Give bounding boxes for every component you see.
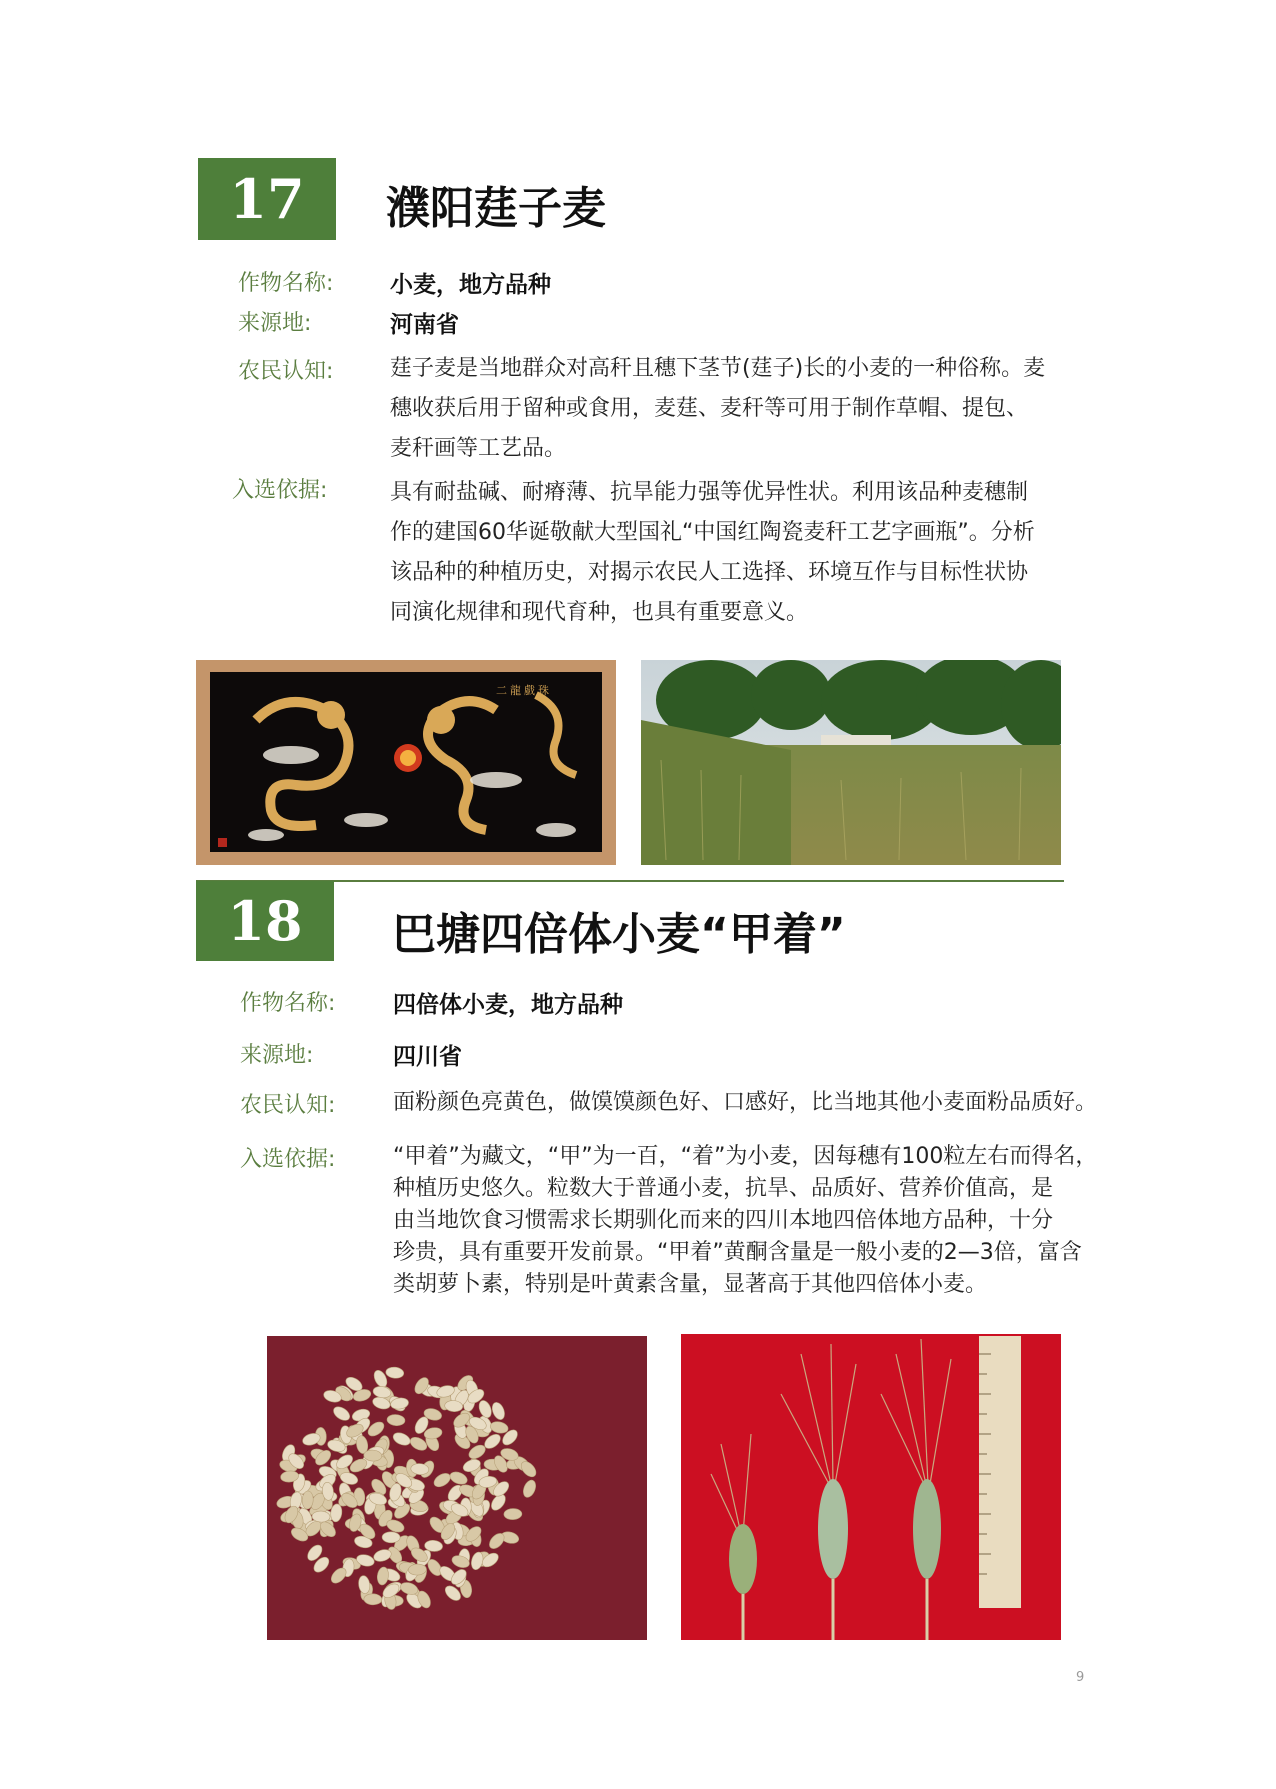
farmer-knowledge-label: 农民认知: (238, 359, 334, 384)
origin-value: 四川省 (393, 1044, 462, 1070)
crop-name-label: 作物名称: (238, 271, 334, 296)
text-line: 种植历史悠久。粒数大于普通小麦，抗旱、品质好、营养价值高，是 (393, 1176, 1054, 1201)
origin-label: 来源地: (240, 1043, 314, 1068)
crop-name-value: 小麦，地方品种 (390, 272, 551, 298)
entry-title: 濮阳莛子麦 (386, 183, 606, 234)
selection-basis-label: 入选依据: (240, 1147, 336, 1172)
wheat-ears-photo (681, 1334, 1061, 1640)
wheat-field-photo (641, 660, 1061, 865)
text-line: 穗收获后用于留种或食用，麦莛、麦秆等可用于制作草帽、提包、 (390, 396, 1029, 421)
selection-basis-text (390, 473, 1070, 633)
entry-number-badge: 17 (198, 158, 336, 240)
selection-basis-text (393, 1141, 1113, 1301)
text-line: 同演化规律和现代育种，也具有重要意义。 (390, 600, 809, 625)
crop-name-value: 四倍体小麦，地方品种 (393, 992, 623, 1018)
text-line: 面粉颜色亮黄色，做馍馍颜色好、口感好，比当地其他小麦面粉品质好。 (393, 1090, 1098, 1115)
selection-basis-label: 入选依据: (232, 478, 328, 503)
straw-dragon-artwork-photo (196, 660, 616, 865)
page-number: 9 (1076, 1670, 1085, 1685)
text-line: “甲着”为藏文，“甲”为一百，“着”为小麦，因每穗有100粒左右而得名， (393, 1144, 1098, 1169)
text-line: 珍贵，具有重要开发前景。“甲着”黄酮含量是一般小麦的2—3倍，富含 (393, 1240, 1082, 1265)
text-line: 作的建国60华诞敬献大型国礼“中国红陶瓷麦秆工艺字画瓶”。分析 (390, 520, 1035, 545)
farmer-knowledge-text (390, 349, 1070, 469)
text-line: 莛子麦是当地群众对高秆且穗下茎节(莛子)长的小麦的一种俗称。麦 (390, 356, 1046, 381)
wheat-grains-photo (267, 1336, 647, 1640)
origin-label: 来源地: (238, 311, 312, 336)
text-line: 类胡萝卜素，特别是叶黄素含量，显著高于其他四倍体小麦。 (393, 1272, 988, 1297)
entry-title: 巴塘四倍体小麦“甲着” (392, 909, 846, 960)
crop-name-label: 作物名称: (240, 991, 336, 1016)
text-line: 麦秆画等工艺品。 (390, 436, 567, 461)
farmer-knowledge-label: 农民认知: (240, 1093, 336, 1118)
entry-number-badge: 18 (196, 881, 334, 961)
origin-value: 河南省 (390, 312, 459, 338)
text-line: 由当地饮食习惯需求长期驯化而来的四川本地四倍体地方品种，十分 (393, 1208, 1054, 1233)
farmer-knowledge-text (393, 1083, 1113, 1123)
text-line: 具有耐盐碱、耐瘠薄、抗旱能力强等优异性状。利用该品种麦穗制 (390, 480, 1029, 505)
text-line: 该品种的种植历史，对揭示农民人工选择、环境互作与目标性状协 (390, 560, 1029, 585)
artwork-inscription: 二龍戲珠 (496, 684, 552, 697)
